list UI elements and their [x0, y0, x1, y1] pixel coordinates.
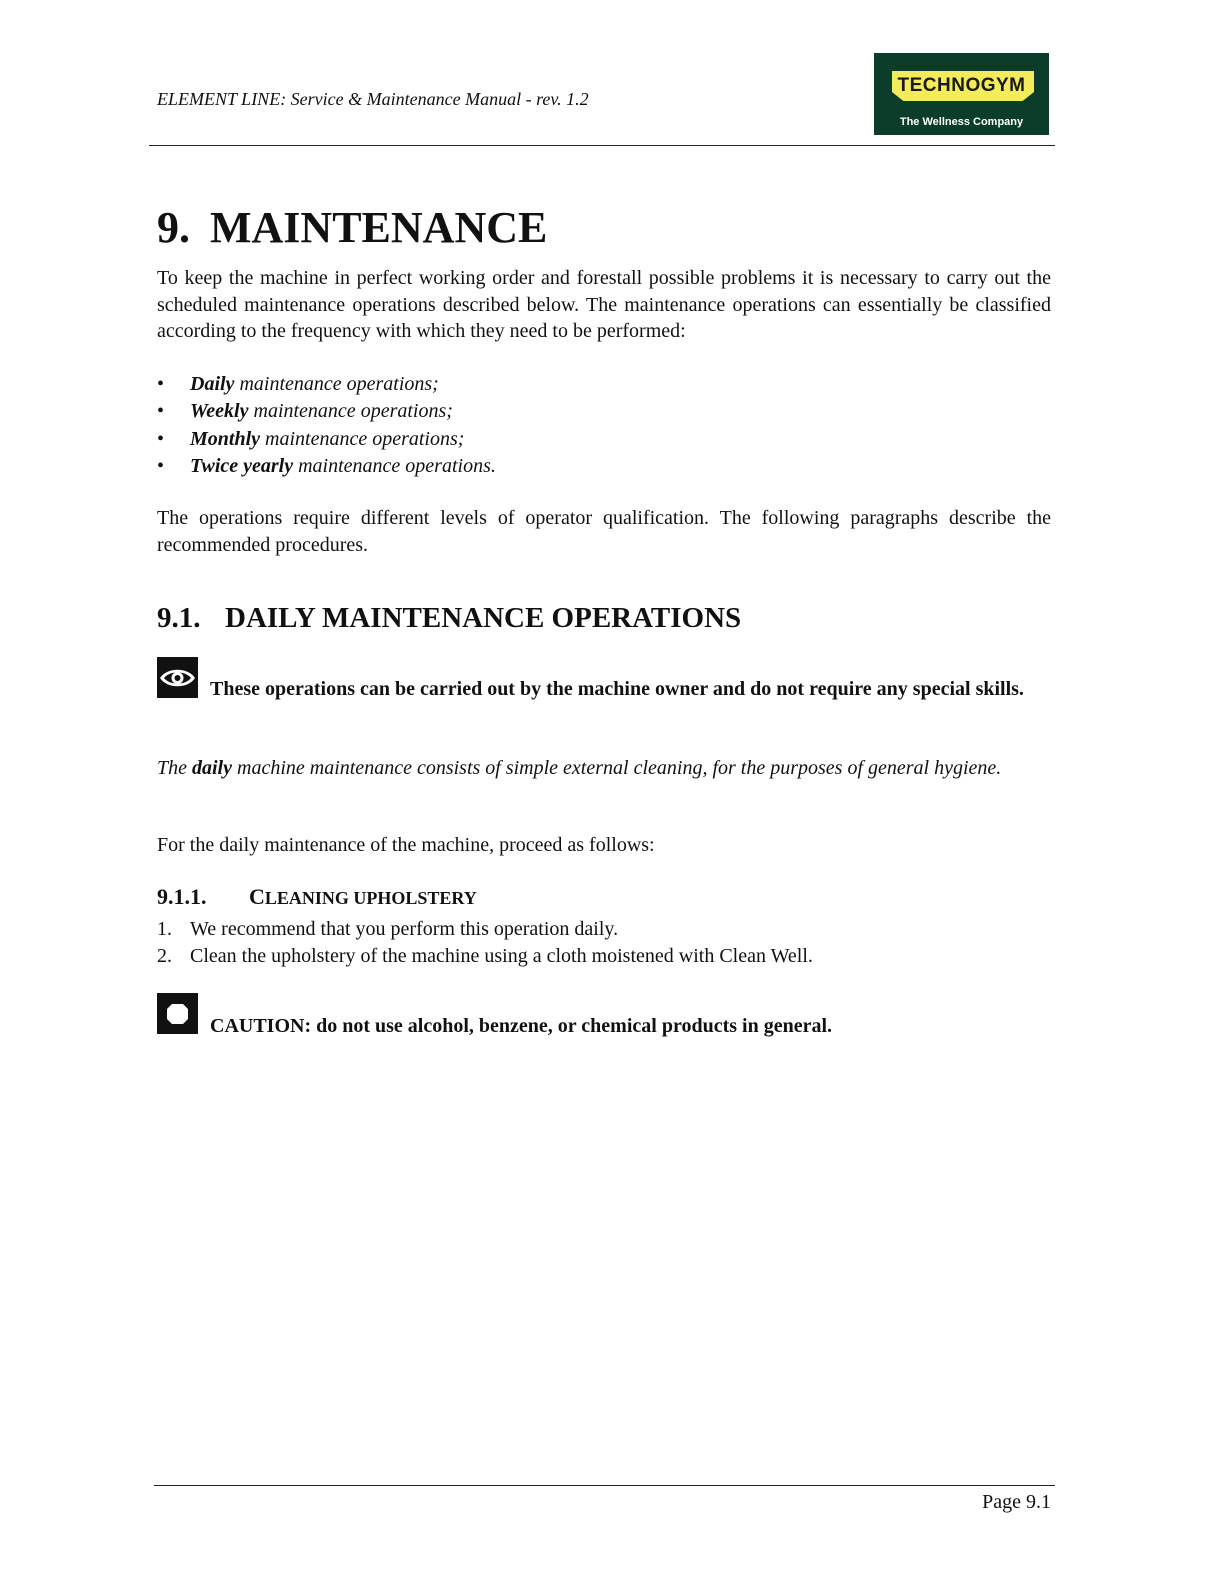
proceed-text: For the daily maintenance of the machine, proceed as follows: — [157, 834, 655, 856]
logo-tagline: The Wellness Company — [899, 116, 1024, 128]
logo-brand: TECHNOGYM — [897, 75, 1026, 96]
subsection-title: LEANING UPHOLSTERY — [264, 888, 477, 908]
chapter-heading — [157, 202, 547, 253]
bullet-icon: • — [157, 400, 165, 423]
list-item — [157, 943, 813, 970]
bullet-icon: • — [157, 373, 165, 395]
list-item — [157, 453, 496, 480]
stop-icon — [157, 993, 198, 1034]
description-rest: machine maintenance consists of simple external cleaning, for the purposes of general hygiene. — [232, 757, 1002, 779]
subsection-initial: C — [249, 884, 265, 909]
intro-paragraph: To keep the machine in perfect working order and forestall possible problems it is necessary to carry out the scheduled maintenance operations described below. The maintenance operations can essentially be classified according to the frequency with which they need to be performed: — [157, 267, 1051, 342]
description-emphasis: daily — [192, 757, 232, 779]
daily-description — [157, 755, 1051, 782]
frequency-list — [157, 371, 496, 480]
section-number: 9.1. — [157, 602, 201, 634]
frequency-text: maintenance operations; — [234, 373, 439, 395]
step-text: Clean the upholstery of the machine using a cloth moistened with Clean Well. — [190, 945, 813, 967]
list-item — [157, 426, 496, 453]
step-number: 2. — [157, 945, 172, 967]
owner-note: These operations can be carried out by the machine owner and do not require any special skills. — [210, 678, 1024, 700]
cleaning-steps — [157, 916, 813, 970]
step-text: We recommend that you perform this operation daily. — [190, 918, 619, 940]
operations-note: The operations require different levels of operator qualification. The following paragraphs describe the recommended procedures. — [157, 507, 1051, 556]
list-item — [157, 371, 496, 398]
bullet-icon: • — [157, 427, 165, 450]
frequency-text: maintenance operations. — [293, 454, 496, 477]
subsection-number: 9.1.1. — [157, 884, 207, 909]
frequency-label: Monthly — [190, 427, 261, 450]
frequency-text: maintenance operations; — [248, 400, 453, 423]
chapter-title: MAINTENANCE — [210, 203, 548, 252]
frequency-label: Twice yearly — [190, 454, 294, 477]
caution-note: CAUTION: do not use alcohol, benzene, or chemical products in general. — [210, 1015, 833, 1037]
section-heading — [157, 602, 741, 635]
footer-divider — [154, 1485, 1055, 1486]
bullet-icon: • — [157, 454, 165, 477]
page-number: Page 9.1 — [982, 1491, 1051, 1513]
header-divider — [149, 145, 1055, 146]
list-item — [157, 916, 813, 943]
frequency-label: Daily — [190, 373, 235, 395]
list-item — [157, 398, 496, 425]
section-title: DAILY MAINTENANCE OPERATIONS — [225, 602, 742, 634]
header-title: ELEMENT LINE: Service & Maintenance Manual - rev. 1.2 — [157, 89, 589, 109]
subsection-heading — [157, 884, 477, 910]
description-prefix: The — [157, 757, 192, 779]
eye-icon — [157, 657, 198, 698]
frequency-label: Weekly — [190, 400, 249, 423]
frequency-text: maintenance operations; — [260, 427, 465, 450]
step-number: 1. — [157, 918, 172, 940]
technogym-logo — [874, 53, 1049, 135]
chapter-number: 9. — [157, 203, 190, 252]
